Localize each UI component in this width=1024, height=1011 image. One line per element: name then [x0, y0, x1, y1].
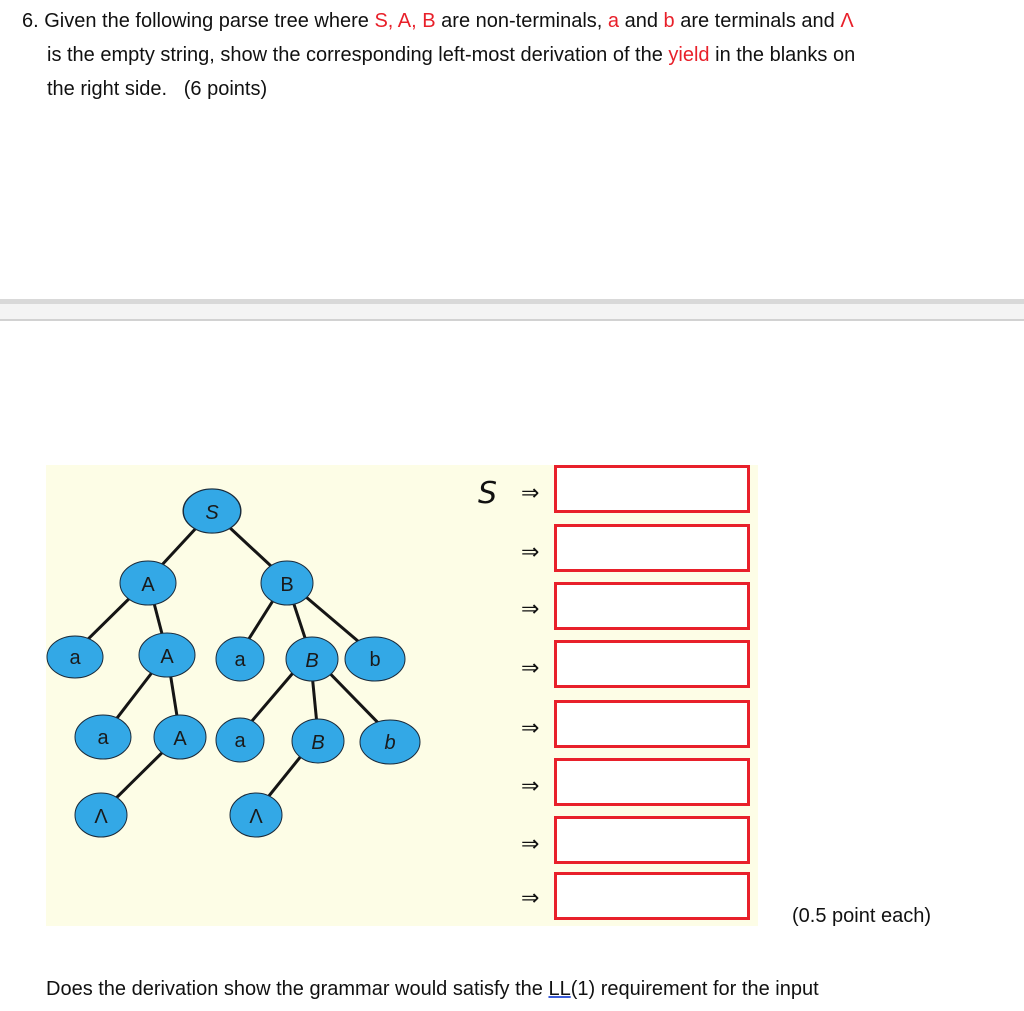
- derivation-arrow: ⇒: [521, 597, 540, 622]
- points-note: (0.5 point each): [792, 905, 931, 927]
- svg-text:b: b: [384, 732, 396, 754]
- nonterminals-highlight: S, A, B: [374, 10, 436, 32]
- derivation-arrow: ⇒: [521, 832, 540, 857]
- tree-node-lambda: [230, 793, 282, 837]
- svg-text:a: a: [234, 730, 246, 752]
- question-text: 6. Given the following parse tree where S, A, B are non-terminals, a and b are terminals and Λ is the empty string, show the corresponding left-most derivation of the yield in the blanks on the right side. (6 points): [22, 4, 1007, 106]
- yield-highlight: yield: [668, 44, 710, 66]
- followup-question: Does the derivation show the grammar would satisfy the LL(1) requirement for the input: [46, 978, 819, 1000]
- derivation-blank-3[interactable]: [554, 582, 750, 630]
- derivation-arrow: ⇒: [521, 886, 540, 911]
- svg-text:a: a: [97, 727, 109, 749]
- derivation-blank-5[interactable]: [554, 700, 750, 748]
- tree-node-B: [286, 637, 338, 681]
- derivation-blank-7[interactable]: [554, 816, 750, 864]
- derivation-blank-8[interactable]: [554, 872, 750, 920]
- derivation-arrow: ⇒: [521, 540, 540, 565]
- tree-node-b: [360, 720, 420, 764]
- tree-node-A: [154, 715, 206, 759]
- derivation-arrow: ⇒: [521, 481, 540, 506]
- svg-text:B: B: [305, 650, 319, 672]
- svg-text:A: A: [141, 574, 155, 596]
- svg-text:S: S: [205, 502, 219, 524]
- tree-node-a: [47, 636, 103, 678]
- tree-node-B: [292, 719, 344, 763]
- tree-node-b: [345, 637, 405, 681]
- derivation-arrow: ⇒: [521, 774, 540, 799]
- svg-text:b: b: [369, 649, 381, 671]
- terminal-a-highlight: a: [607, 10, 620, 32]
- derivation-blank-6[interactable]: [554, 758, 750, 806]
- svg-text:a: a: [234, 649, 246, 671]
- tree-node-A: [120, 561, 176, 605]
- derivation-blank-2[interactable]: [554, 524, 750, 572]
- question-line-2: is the empty string, show the corresponding left-most derivation of the yield in the blanks on: [47, 44, 856, 66]
- tree-node-a: [216, 718, 264, 762]
- tree-node-A: [139, 633, 195, 677]
- tree-node-B: [261, 561, 313, 605]
- start-symbol: S: [478, 476, 498, 511]
- derivation-blank-1[interactable]: [554, 465, 750, 513]
- svg-text:Λ: Λ: [249, 806, 263, 828]
- question-number: 6.: [22, 10, 39, 32]
- section-divider: [0, 299, 1024, 321]
- tree-node-a: [75, 715, 131, 759]
- question-line-3: the right side. (6 points): [47, 78, 268, 100]
- svg-text:A: A: [173, 728, 187, 750]
- svg-text:A: A: [160, 646, 174, 668]
- tree-node-S: [183, 489, 241, 533]
- tree-node-lambda: [75, 793, 127, 837]
- ll-term: LL: [548, 978, 571, 1000]
- tree-node-a: [216, 637, 264, 681]
- svg-text:B: B: [311, 732, 325, 754]
- points-label: (6 points): [183, 78, 268, 100]
- svg-text:Λ: Λ: [94, 806, 108, 828]
- derivation-arrow: ⇒: [521, 716, 540, 741]
- derivation-blank-4[interactable]: [554, 640, 750, 688]
- terminal-b-highlight: b: [663, 10, 675, 32]
- svg-text:a: a: [69, 647, 81, 669]
- derivation-arrow: ⇒: [521, 656, 540, 681]
- svg-text:B: B: [280, 574, 294, 596]
- empty-symbol-highlight: Λ: [840, 10, 854, 32]
